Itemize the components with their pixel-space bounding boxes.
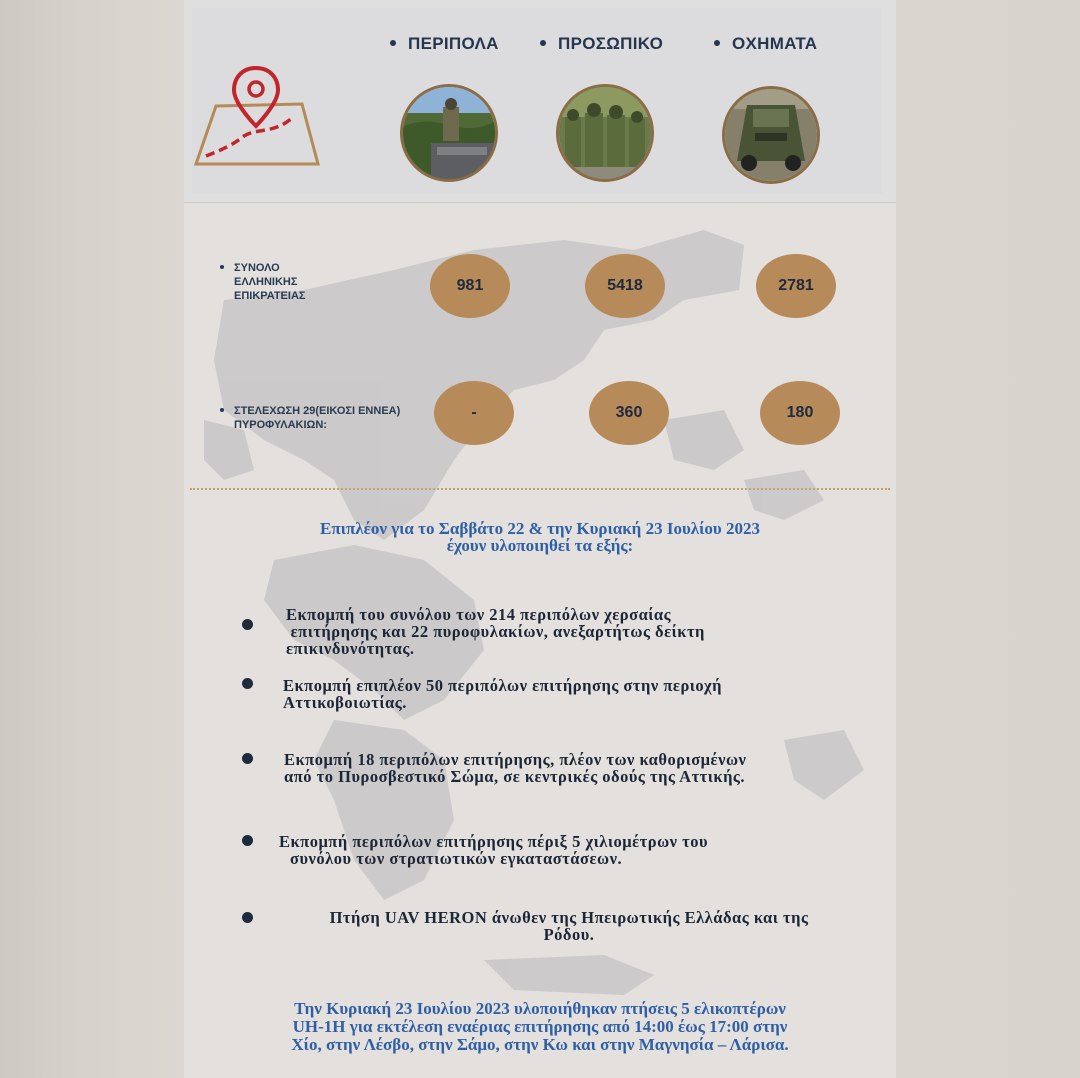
badge-lookouts-patrols: - [434,381,514,445]
badge-lookouts-personnel: 360 [589,381,669,445]
map-pin-route-icon [194,64,320,168]
intro-heading: Επιπλέον για το Σαββάτο 22 & την Κυριακή 23 Ιουλίου 2023 έχουν υλοποιηθεί τα εξής: [320,519,760,555]
personnel-photo [556,84,654,182]
badge-total-vehicles: 2781 [756,254,836,318]
bullet-dot [242,678,253,689]
badge-total-personnel: 5418 [585,254,665,318]
bullet-item-3: Εκπομπή 18 περιπόλων επιτήρησης, πλέον των καθορισμένων από το Πυροσβεστικό Σώμα, σε κεντρικές οδούς της Αττικής. [284,750,747,786]
section-divider [190,488,890,490]
bullet-item-1: Εκπομπή του συνόλου των 214 περιπόλων χερσαίας επιτήρησης και 22 πυροφυλακίων, ανεξαρτήτως δείκτη επικινδυνότητας. [286,605,705,658]
bullet-dot [242,619,253,630]
header-band [184,0,896,203]
patrol-photo [400,84,498,182]
stat-label-fire-lookouts: ΣΤΕΛΕΧΩΣΗ 29(ΕΙΚΟΣΙ ΕΝΝΕΑ) ΠΥΡΟΦΥΛΑΚΙΩΝ: [234,404,400,432]
vehicles-photo [722,86,820,184]
infographic-page [184,0,896,1078]
bullet-item-4: Εκπομπή περιπόλων επιτήρησης πέριξ 5 χιλιομέτρων του συνόλου των στρατιωτικών εγκαταστάσεων. [279,832,709,868]
category-vehicles: ΟΧΗΜΑΤΑ [714,34,817,54]
closing-paragraph: Την Κυριακή 23 Ιουλίου 2023 υλοποιήθηκαν πτήσεις 5 ελικοπτέρων UH-1H για εκτέλεση εναέριας επιτήρησης από 14:00 έως 17:00 στην Χίο, στην Λέσβο, στην Σάμο, στην Κω και στην Μαγνησία – Λάρισα. [291,999,789,1054]
category-patrols: ΠΕΡΙΠΟΛΑ [390,34,499,54]
bullet-dot [242,835,253,846]
stat-label-total: ΣΥΝΟΛΟ ΕΛΛΗΝΙΚΗΣ ΕΠΙΚΡΑΤΕΙΑΣ [234,261,306,303]
badge-total-patrols: 981 [430,254,510,318]
bullet-dot [242,912,253,923]
bullet-dot [242,753,253,764]
bullet-item-5: Πτήση UAV HERON άνωθεν της Ηπειρωτικής Ελλάδας και της Ρόδου. [329,908,809,944]
category-personnel: ΠΡΟΣΩΠΙΚΟ [540,34,663,54]
bullet-item-2: Εκπομπή επιπλέον 50 περιπόλων επιτήρησης στην περιοχή Αττικοβοιωτίας. [283,676,722,712]
badge-lookouts-vehicles: 180 [760,381,840,445]
